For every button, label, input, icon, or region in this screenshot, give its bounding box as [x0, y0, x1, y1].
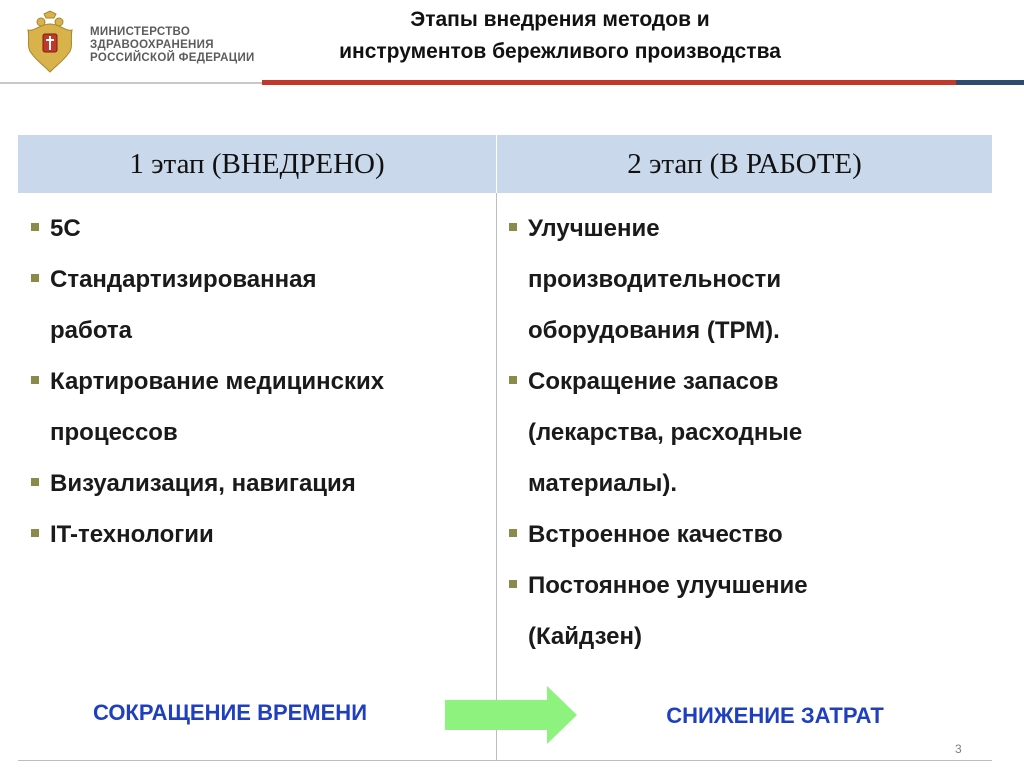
bullet-square-icon: [31, 274, 39, 282]
bullet-square-icon: [509, 529, 517, 537]
stage-1-heading: 1 этап (ВНЕДРЕНО): [129, 147, 385, 180]
list-item-line: Сокращение запасов: [528, 368, 779, 395]
ministry-line: РОССИЙСКОЙ ФЕДЕРАЦИИ: [90, 52, 255, 64]
table-header-row: [18, 135, 992, 193]
footer-label-time-reduction: СОКРАЩЕНИЕ ВРЕМЕНИ: [92, 700, 368, 725]
bullet-square-icon: [509, 223, 517, 231]
bullet-square-icon: [509, 580, 517, 588]
list-item-line: 5С: [50, 215, 81, 242]
header-divider: [496, 135, 497, 193]
list-item: [508, 509, 978, 560]
emblem-icon: [20, 10, 80, 80]
list-item-line: материалы).: [528, 470, 678, 497]
footer-label-cost-reduction: СНИЖЕНИЕ ЗАТРАТ: [666, 703, 884, 728]
header-rule-navy: [956, 80, 1024, 85]
list-item-line: Визуализация, навигация: [50, 470, 356, 497]
list-item-line: процессов: [50, 419, 178, 446]
list-item: [30, 356, 480, 458]
list-item-line: производительности: [528, 266, 782, 293]
page-number: 3: [955, 742, 962, 756]
list-item: [30, 509, 480, 560]
bullet-square-icon: [31, 478, 39, 486]
list-item-line: оборудования (ТРМ).: [528, 317, 780, 344]
header-rule-gray: [0, 82, 262, 84]
header-rule-red: [262, 80, 956, 85]
bullet-square-icon: [31, 529, 39, 537]
bullet-square-icon: [31, 376, 39, 384]
page-title: [300, 4, 820, 68]
list-item: [30, 254, 480, 356]
stage-1-list: [30, 203, 480, 560]
page-title-line: инструментов бережливого производства: [339, 40, 781, 63]
list-item-line: Улучшение: [528, 215, 660, 242]
list-item: [30, 458, 480, 509]
list-item-line: работа: [50, 317, 132, 344]
list-item-line: Картирование медицинских: [50, 368, 385, 395]
list-item-line: Постоянное улучшение: [528, 572, 808, 599]
list-item: [508, 356, 978, 509]
stage-2-heading: 2 этап (В РАБОТЕ): [627, 147, 862, 180]
list-item-line: IT-технологии: [50, 521, 214, 548]
list-item: [508, 560, 978, 662]
list-item-line: (Кайдзен): [528, 623, 643, 650]
column-divider: [496, 193, 497, 761]
list-item: [508, 203, 978, 356]
ministry-name: [90, 26, 280, 65]
list-item-line: Встроенное качество: [528, 521, 783, 548]
list-item-line: Стандартизированная: [50, 266, 317, 293]
ministry-line: МИНИСТЕРСТВО: [90, 26, 191, 38]
list-item: [30, 203, 480, 254]
list-item-line: (лекарства, расходные: [528, 419, 803, 446]
ministry-line: ЗДРАВООХРАНЕНИЯ: [90, 39, 214, 51]
page-title-line: Этапы внедрения методов и: [410, 8, 710, 31]
right-arrow-icon: [443, 684, 579, 746]
stage-2-list: [508, 203, 978, 662]
table-bottom-border: [18, 760, 992, 761]
bullet-square-icon: [31, 223, 39, 231]
bullet-square-icon: [509, 376, 517, 384]
